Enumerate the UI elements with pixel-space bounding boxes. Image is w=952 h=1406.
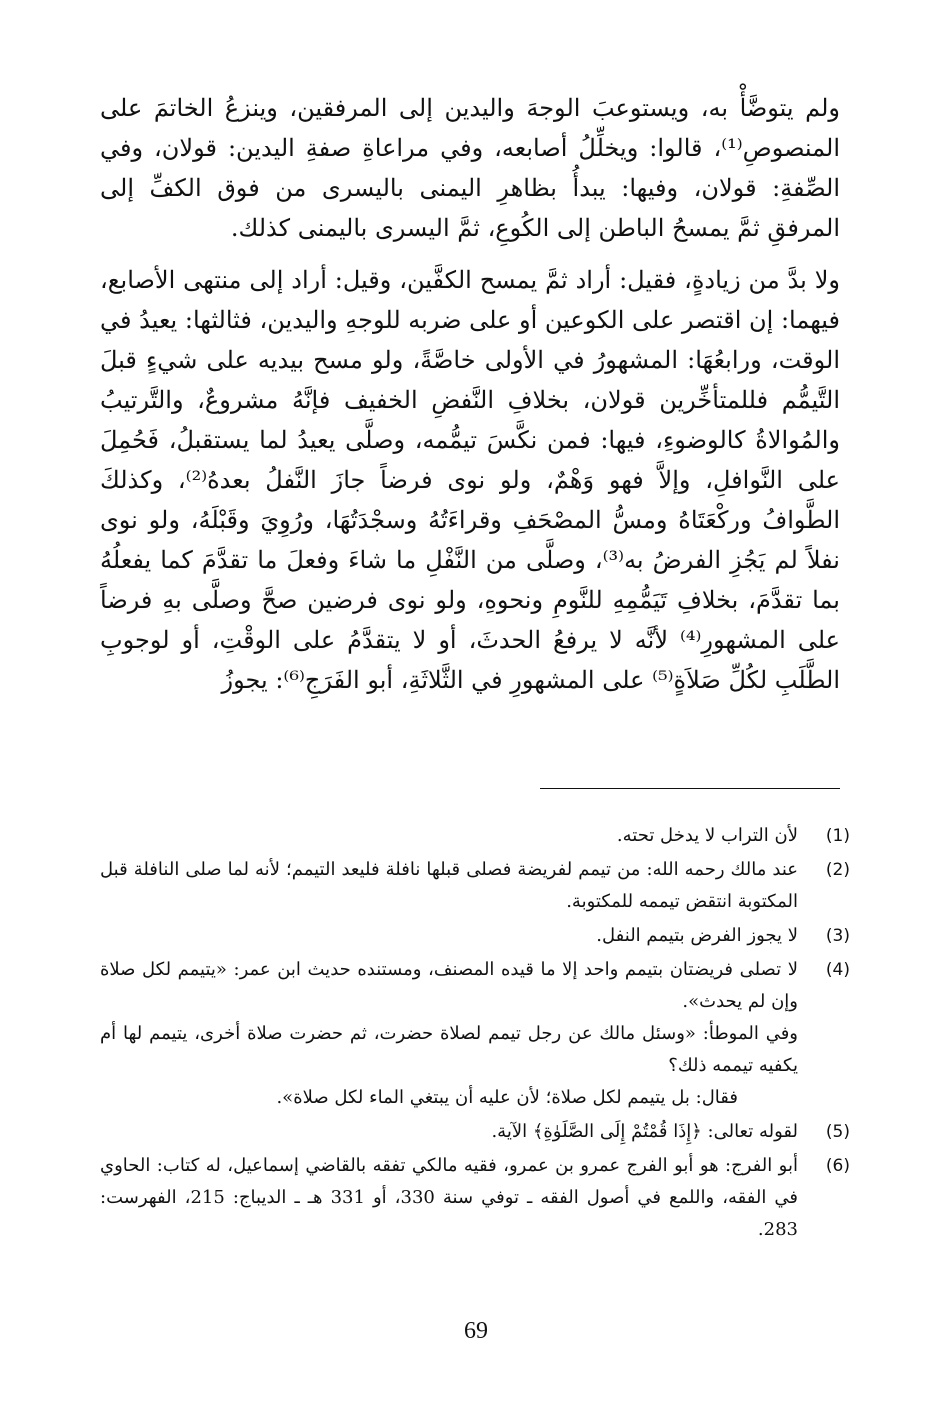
page-number: 69 xyxy=(464,1318,488,1344)
footnote-4 xyxy=(100,954,850,1114)
footnote-line: أبو الفرج: هو أبو الفرج عمرو بن عمرو، فقيه مالكي تفقه بالقاضي إسماعيل، له كتاب: الحاوي في الفقه، واللمع في أصول الفقه ـ توفي سنة 330، أو 331 هـ ـ الديباج: 215، الفهرست: 283. xyxy=(100,1155,799,1240)
footnote-line: وفي الموطأ: «وسئل مالك عن رجل تيمم لصلاة حضرت، ثم حضرت صلاة أخرى، يتيمم لها أم يكفيه تيممه ذلك؟ xyxy=(100,1023,798,1076)
footnote-line: فقال: بل يتيمم لكل صلاة؛ لأن عليه أن يبتغي الماء لكل صلاة». xyxy=(276,1087,738,1108)
footnote-number: (5) xyxy=(825,1122,850,1142)
paragraph-2: ولا بدَّ من زيادةٍ، فقيل: أراد ثمَّ يمسح الكفَّين، وقيل: أراد إلى منتهى الأصابع، فيهما: إن اقتصر على الكوعين أو على ضربه للوجهِ واليدين، فثالثها: يعيدُ في الوقت، ورابعُهَا: المشهورُ في الأولى خاصَّةً، ولو مسح بيديه على شيءٍ قبلَ التَّيمُّم فللمتأخِّرين قولان، بخلافِ النَّفضِ الخفيف فإنَّهُ مشروعٌ، والتَّرتيبُ والمُوالاةُ كالوضوءِ، فيها: فمن نكَّسَ تيمُّمه، وصلَّى يعيدُ لما يستقبلُ، فَحُمِلَ على النَّوافلِ، وإلاَّ فهو وَهْمٌ، ولو نوى فرضاً جازَ النَّفلُ بعدهُ⁽²⁾، وكذلكَ الطَّوافُ وركْعَتَاهُ ومسُّ المصْحَفِ وقراءَتُهُ وسجْدَتُهَا، ورُوِيَ وقَبْلَهُ، ولو نوى نفلاً لم يَجُزِ الفرضُ به⁽³⁾، وصلَّى من النَّفْلِ ما شاءَ وفعلَ ما تقدَّمَ كما يفعلُهُ بما تقدَّمَ، بخلافِ تَيَمُّمِهِ للنَّومِ ونحوهِ، ولو نوى فرضين صحَّ وصلَّى بهِ فرضاً على المشهورِ⁽⁴⁾ لأنَّه لا يرفعُ الحدثَ، أو لا يتقدَّمُ على الوقْتِ، أو لوجوبِ الطَّلَبِ لكُلِّ صَلاَةٍ⁽⁵⁾ على المشهورِ في الثَّلاثَةِ، أبو الفَرَجِ⁽⁶⁾: يجوزُ xyxy=(100,266,841,694)
footnote-separator xyxy=(540,788,840,789)
footnote-number: (4) xyxy=(825,960,850,980)
paragraph-1: ولم يتوضَّأْ به، ويستوعبَ الوجهَ واليدين إلى المرفقين، وينزعُ الخاتمَ على المنصوصِ⁽¹⁾، قالوا: ويخلِّلُ أصابعه، وفي مراعاةِ صفةِ اليدين: قولان، وفي الصِّفةِ: قولان، وفيها: يبدأُ بظاهرِ اليمنى باليسرى من فوق الكفِّ إلى المرفقِ ثمَّ يمسحُ الباطن إلى الكُوعِ، ثمَّ اليسرى باليمنى كذلك. xyxy=(100,94,840,242)
footnote-number: (3) xyxy=(825,926,850,946)
footnote-line: لقوله تعالى: ﴿إِذَا قُمْتُمْ إِلَى الصَّلَوٰةِ﴾ الآية. xyxy=(491,1121,798,1142)
footnote-line: لأن التراب لا يدخل تحته. xyxy=(616,825,798,846)
footnote-body xyxy=(100,1116,798,1148)
footnote-number: (1) xyxy=(825,826,850,846)
footnote-2 xyxy=(100,854,850,918)
footnote-6 xyxy=(100,1150,850,1246)
footnote-line: عند مالك رحمه الله: من تيمم لفريضة فصلى قبلها نافلة فليعد التيمم؛ لأنه لما صلى النافلة قبل المكتوبة انتقض تيممه للمكتوبة. xyxy=(100,859,798,912)
footnote-3 xyxy=(100,920,850,952)
main-text xyxy=(100,88,840,700)
footnote-body xyxy=(100,954,798,1114)
footnote-5 xyxy=(100,1116,850,1148)
footnote-line: لا يجوز الفرض بتيمم النفل. xyxy=(596,925,798,946)
footnote-body xyxy=(100,820,798,852)
footnote-body xyxy=(100,920,798,952)
footnote-body xyxy=(100,854,798,918)
footnote-number: (6) xyxy=(825,1156,850,1176)
footnote-body xyxy=(100,1150,798,1246)
footnote-number: (2) xyxy=(825,860,850,880)
footnote-1 xyxy=(100,820,850,852)
footnotes xyxy=(100,820,850,1248)
footnote-line: لا تصلى فريضتان بتيمم واحد إلا ما قيده المصنف، ومستنده حديث ابن عمر: «يتيمم لكل صلاة وإن لم يحدث». xyxy=(100,959,798,1012)
